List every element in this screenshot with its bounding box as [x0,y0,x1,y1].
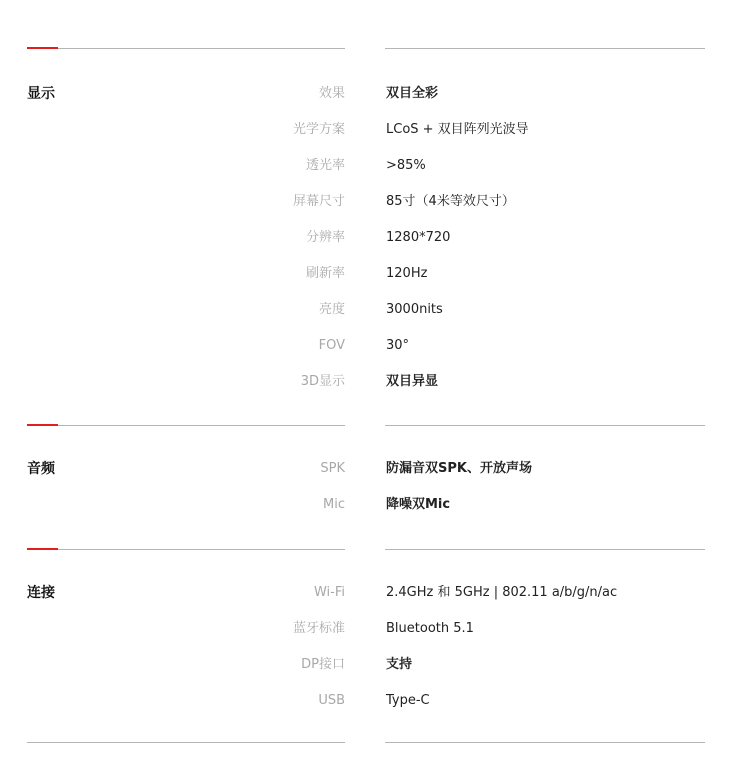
spec-label: 光学方案 [292,122,345,137]
spec-label: 刷新率 [305,266,345,281]
section-divider-left [27,425,345,426]
spec-label: 蓝牙标准 [292,621,345,636]
spec-value: Bluetooth 5.1 [386,621,474,636]
spec-value: LCoS + 双目阵列光波导 [386,122,529,137]
spec-row-screen-size [0,194,742,214]
section-title: 显示 [27,86,55,102]
spec-row-transmittance [0,158,742,178]
spec-label: DP接口 [301,657,345,672]
section-divider-right [385,549,705,550]
spec-row-brightness [0,302,742,322]
spec-row-fov [0,338,742,358]
section-title: 连接 [27,585,55,601]
spec-row-usb [0,693,742,713]
spec-value: Type-C [386,693,430,708]
spec-label: 屏幕尺寸 [292,194,345,209]
spec-value: 双目异显 [386,374,439,389]
section-accent-bar [27,548,58,550]
spec-row-speaker [0,461,742,481]
section-divider-right [385,48,705,49]
spec-row-refresh-rate [0,266,742,286]
spec-value: 防漏音双SPK、开放声场 [386,461,532,476]
section-divider-right [385,425,705,426]
spec-value: 120Hz [386,266,428,281]
section-divider-left [27,48,345,49]
spec-row-effect [0,86,742,106]
spec-row-wifi [0,585,742,605]
spec-label: 分辨率 [305,230,345,245]
spec-label: 3D显示 [300,374,345,389]
section-title: 音频 [27,461,55,477]
section-accent-bar [27,424,58,426]
spec-value: 85寸（4米等效尺寸） [386,194,515,209]
spec-row-bluetooth [0,621,742,641]
spec-value: 3000nits [386,302,443,317]
spec-value: >85% [386,158,426,173]
spec-label: Mic [323,497,345,512]
spec-value: 30° [386,338,410,353]
spec-value: 支持 [386,657,413,672]
table-bottom-divider-right [385,742,705,743]
spec-value: 降噪双Mic [386,497,451,512]
spec-label: FOV [318,338,345,353]
spec-label: Wi-Fi [313,585,345,600]
spec-row-resolution [0,230,742,250]
spec-row-3d-display [0,374,742,394]
section-divider-left [27,549,345,550]
spec-label: 效果 [318,86,345,101]
table-bottom-divider-left [27,742,345,743]
spec-label: 透光率 [305,158,345,173]
spec-row-dp-port [0,657,742,677]
section-accent-bar [27,47,58,49]
spec-label: 亮度 [318,302,345,317]
spec-value: 双目全彩 [386,86,439,101]
spec-row-optics [0,122,742,142]
spec-value: 2.4GHz 和 5GHz | 802.11 a/b/g/n/ac [386,585,618,600]
spec-label: SPK [320,461,345,476]
spec-value: 1280*720 [386,230,451,245]
spec-row-mic [0,497,742,517]
spec-label: USB [318,693,345,708]
